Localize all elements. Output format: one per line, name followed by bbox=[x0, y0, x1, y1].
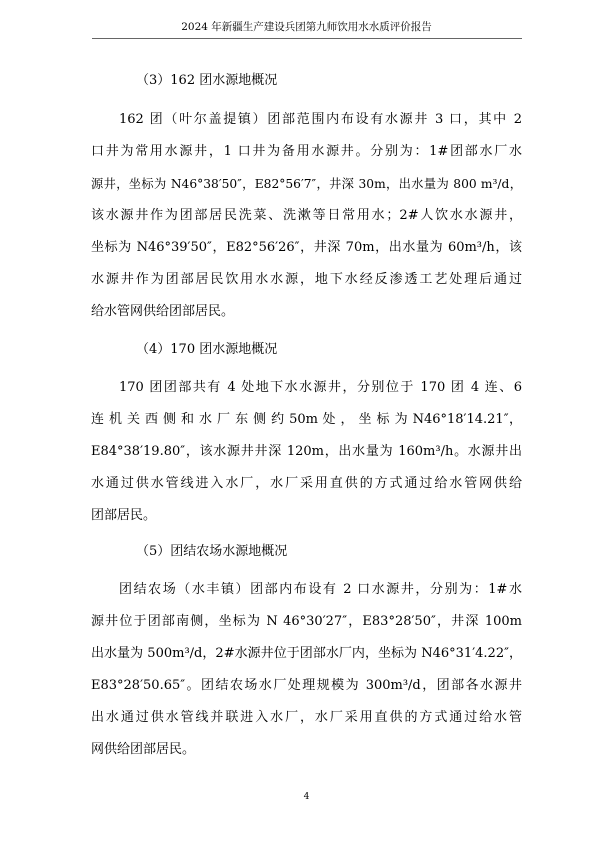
paragraph-162 bbox=[91, 104, 522, 328]
text-line: 水通过供水管线进入水厂，水厂采用直供的方式通过给水管网供给 bbox=[91, 476, 522, 491]
text-line: 出水量为 500m³/d，2#水源井位于团部水厂内，坐标为 N46°31′4.22″， bbox=[91, 646, 522, 661]
header-rule bbox=[92, 38, 522, 39]
text-line: E84°38′19.80″，该水源井井深 120m，出水量为 160m³/h。水源井出 bbox=[91, 444, 522, 459]
text-line: 出水通过供水管线并联进入水厂，水厂采用直供的方式通过给水管 bbox=[91, 710, 522, 725]
text-line: 坐标为 N46°39′50″，E82°56′26″，井深 70m，出水量为 60m³/h，该 bbox=[91, 240, 522, 255]
text-line: 给水管网供给团部居民。 bbox=[91, 304, 235, 319]
text-line: 源井位于团部南侧，坐标为 N 46°30′27″，E83°28′50″，井深 100m bbox=[91, 614, 522, 629]
text-line: 连 机 关 西 侧 和 水 厂 东 侧 约 50m 处 ， 坐 标 为 N46°18′14.21″， bbox=[91, 412, 522, 427]
running-header: 2024 年新疆生产建设兵团第九师饮用水水质评价报告 bbox=[181, 21, 432, 33]
text-line: 口井为常用水源井，1 口井为备用水源井。分别为：1#团部水厂水 bbox=[91, 144, 522, 159]
section-heading-tuanjie: （5）团结农场水源地概况 bbox=[136, 544, 288, 559]
text-line: 源井，坐标为 N46°38′50″，E82°56′7″，井深 30m，出水量为 800 m³/d， bbox=[91, 177, 522, 191]
text-line: 团部居民。 bbox=[91, 508, 157, 523]
text-line: 团结农场（水丰镇）团部内布设有 2 口水源井，分别为：1#水 bbox=[119, 582, 522, 597]
text-line: 该水源井作为团部居民洗菜、洗漱等日常用水；2#人饮水水源井， bbox=[91, 208, 522, 223]
page-number: 4 bbox=[303, 792, 310, 802]
text-line: 170 团团部共有 4 处地下水水源井，分别位于 170 团 4 连、6 bbox=[119, 380, 522, 395]
paragraph-170 bbox=[91, 372, 522, 532]
text-line: E83°28′50.65″。团结农场水厂处理规模为 300m³/d，团部各水源井 bbox=[91, 678, 522, 693]
text-line: 162 团（叶尔盖提镇）团部范围内布设有水源井 3 口，其中 2 bbox=[119, 112, 522, 127]
text-line: 网供给团部居民。 bbox=[91, 742, 196, 757]
section-heading-170: （4）170 团水源地概况 bbox=[136, 342, 278, 357]
section-heading-162: （3）162 团水源地概况 bbox=[136, 73, 278, 88]
paragraph-tuanjie bbox=[91, 574, 522, 766]
text-line: 水源井作为团部居民饮用水水源，地下水经反渗透工艺处理后通过 bbox=[91, 272, 522, 287]
